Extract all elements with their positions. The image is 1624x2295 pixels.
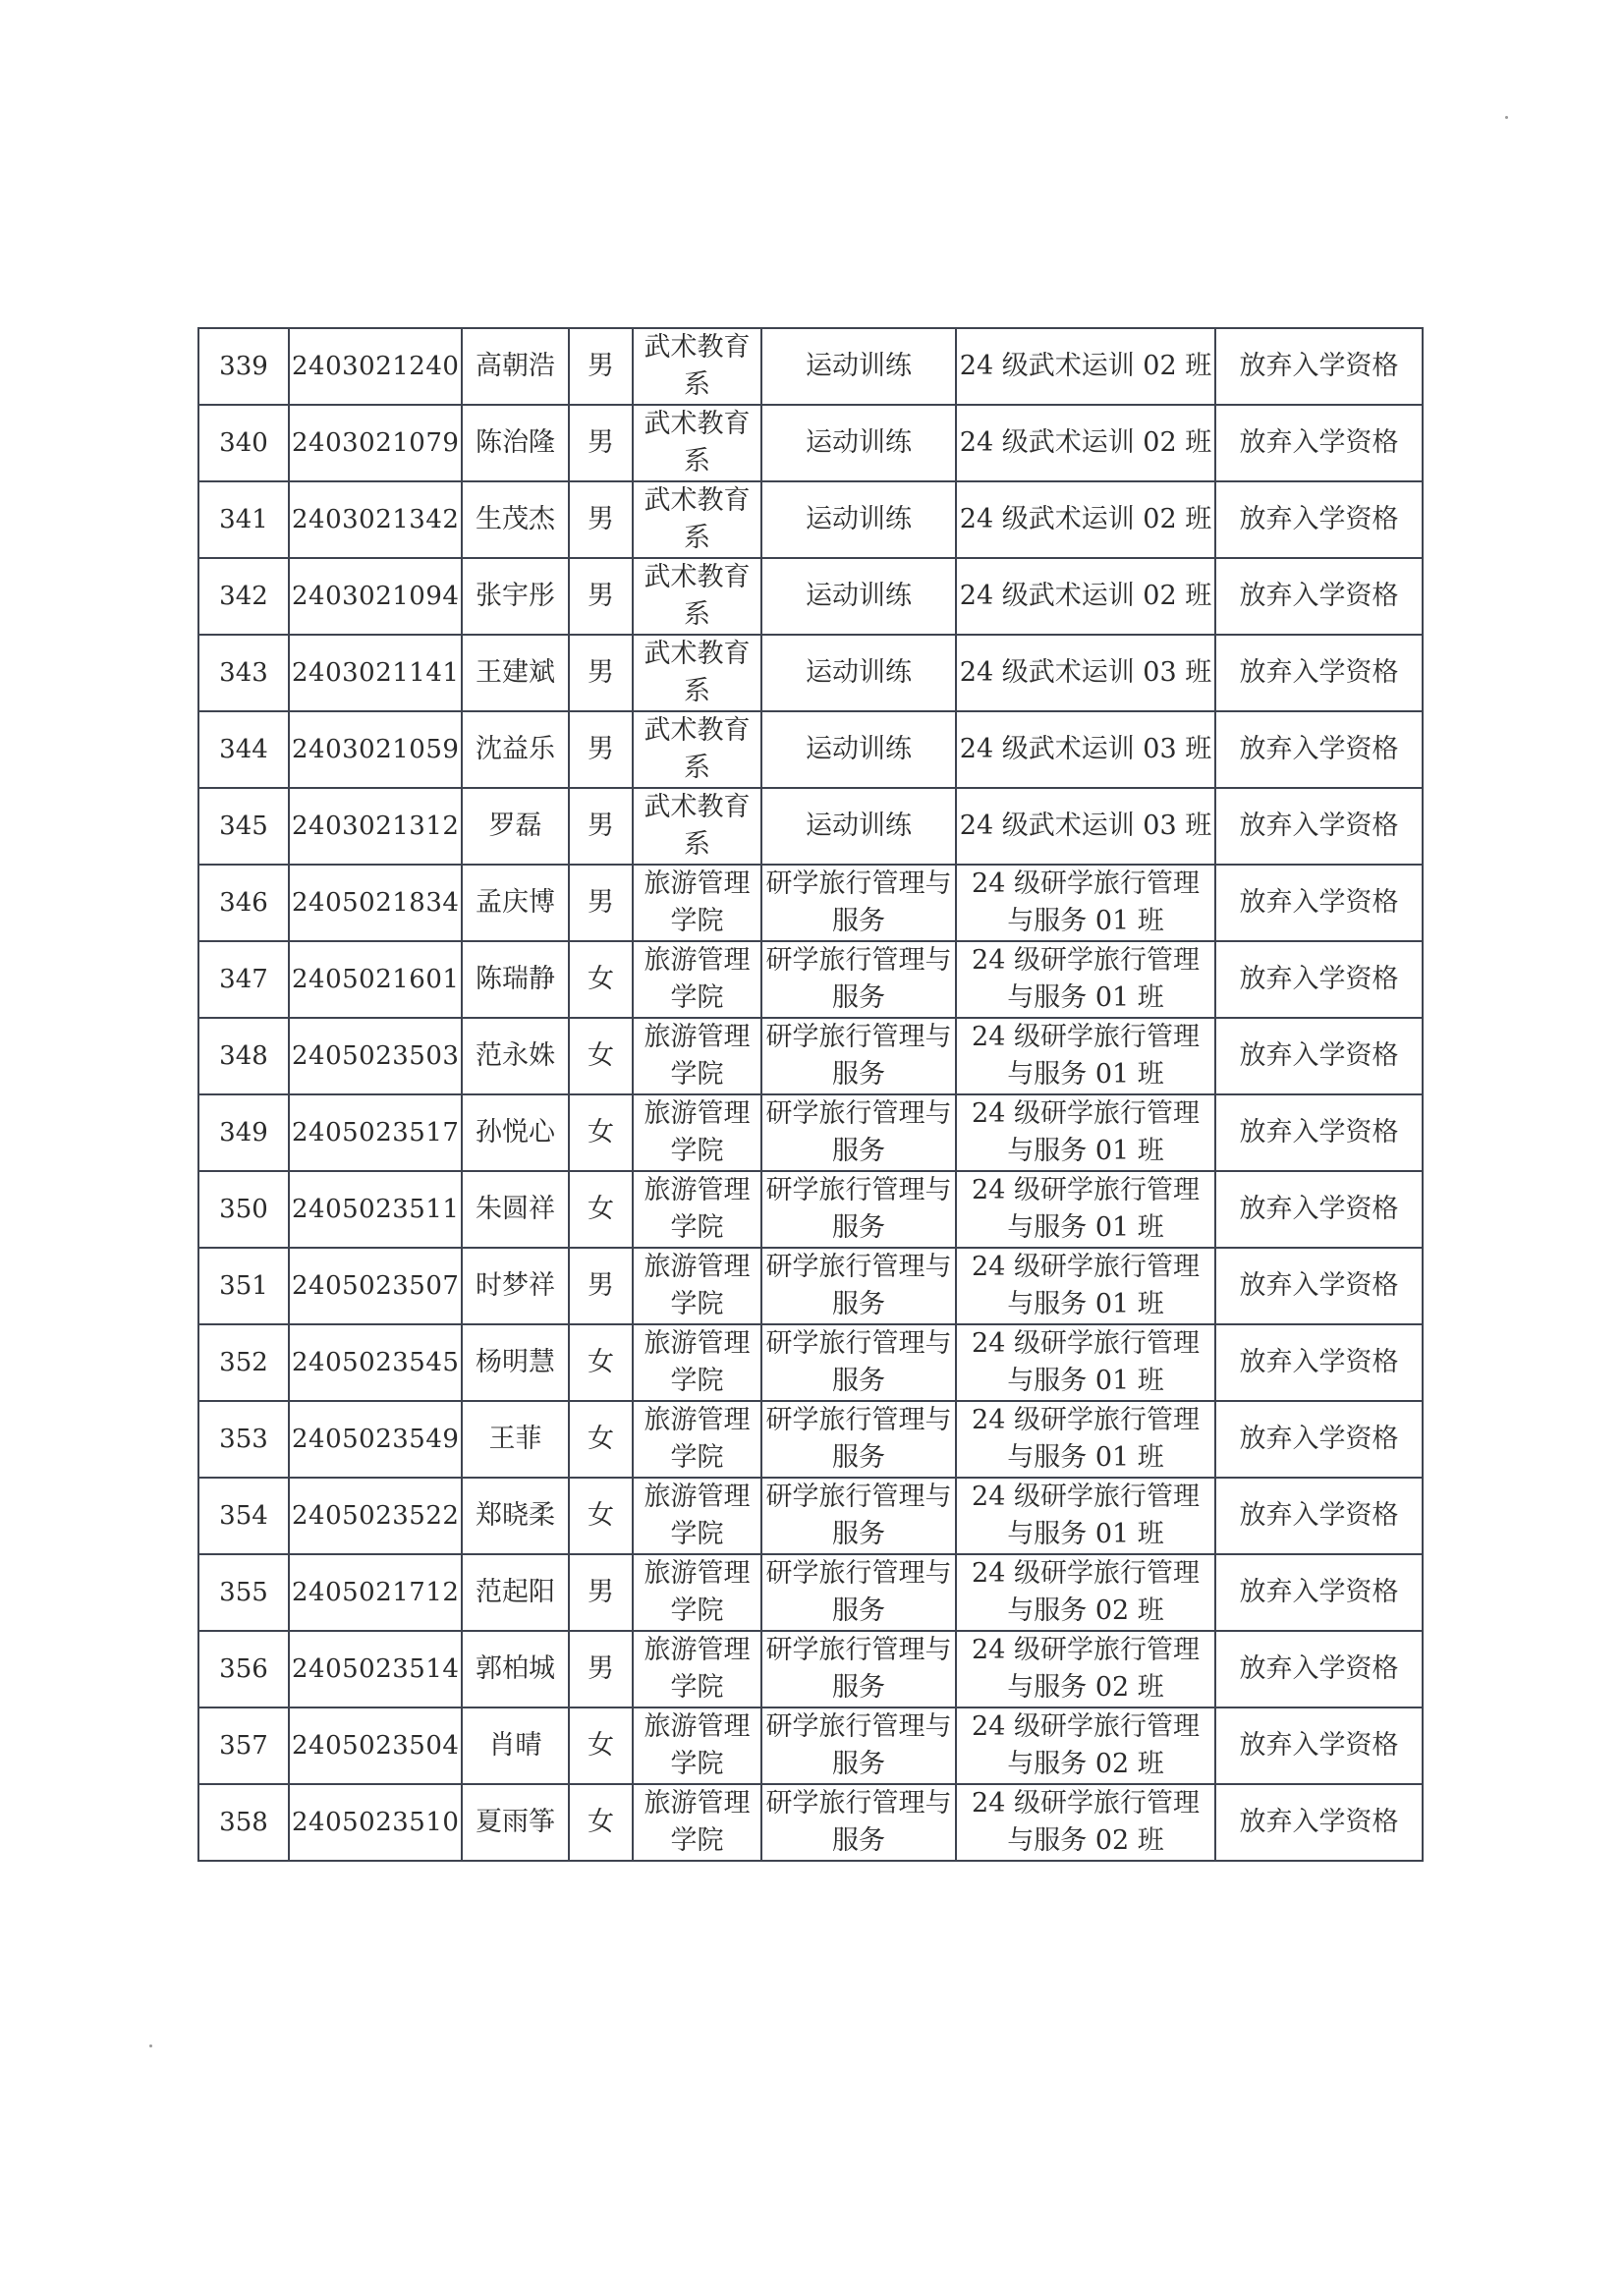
cell-student-id: 2405023510 — [289, 1784, 462, 1861]
cell-number: 339 — [198, 328, 289, 405]
cell-department: 旅游管理学院 — [633, 1401, 761, 1478]
cell-name: 沈益乐 — [462, 711, 569, 788]
cell-number: 349 — [198, 1094, 289, 1171]
cell-class: 24 级武术运训 02 班 — [956, 405, 1215, 481]
cell-department: 武术教育系 — [633, 328, 761, 405]
cell-name: 陈瑞静 — [462, 941, 569, 1018]
cell-number: 356 — [198, 1631, 289, 1707]
cell-status: 放弃入学资格 — [1215, 1401, 1423, 1478]
cell-major: 运动训练 — [761, 788, 956, 865]
cell-gender: 男 — [569, 481, 633, 558]
cell-student-id: 2405021834 — [289, 865, 462, 941]
cell-major: 运动训练 — [761, 481, 956, 558]
table-row — [198, 481, 1423, 558]
cell-class: 24 级研学旅行管理与服务 01 班 — [956, 1018, 1215, 1094]
cell-number: 352 — [198, 1324, 289, 1401]
cell-student-id: 2405021601 — [289, 941, 462, 1018]
cell-status: 放弃入学资格 — [1215, 1094, 1423, 1171]
table-row — [198, 558, 1423, 635]
table-row — [198, 1707, 1423, 1784]
cell-number: 357 — [198, 1707, 289, 1784]
cell-department: 旅游管理学院 — [633, 1018, 761, 1094]
scan-speck — [149, 2044, 152, 2047]
cell-student-id: 2403021342 — [289, 481, 462, 558]
cell-status: 放弃入学资格 — [1215, 1171, 1423, 1248]
cell-class: 24 级研学旅行管理与服务 01 班 — [956, 1324, 1215, 1401]
cell-class: 24 级武术运训 02 班 — [956, 328, 1215, 405]
cell-status: 放弃入学资格 — [1215, 1554, 1423, 1631]
table-row — [198, 1784, 1423, 1861]
cell-status: 放弃入学资格 — [1215, 788, 1423, 865]
cell-class: 24 级研学旅行管理与服务 01 班 — [956, 1171, 1215, 1248]
cell-gender: 女 — [569, 1171, 633, 1248]
cell-department: 武术教育系 — [633, 788, 761, 865]
cell-class: 24 级武术运训 03 班 — [956, 635, 1215, 711]
cell-name: 高朝浩 — [462, 328, 569, 405]
cell-name: 生茂杰 — [462, 481, 569, 558]
cell-class: 24 级研学旅行管理与服务 01 班 — [956, 1248, 1215, 1324]
cell-number: 344 — [198, 711, 289, 788]
cell-department: 武术教育系 — [633, 481, 761, 558]
cell-department: 武术教育系 — [633, 635, 761, 711]
cell-name: 孟庆博 — [462, 865, 569, 941]
cell-major: 研学旅行管理与服务 — [761, 1324, 956, 1401]
cell-gender: 女 — [569, 1784, 633, 1861]
cell-student-id: 2403021094 — [289, 558, 462, 635]
table-row — [198, 1018, 1423, 1094]
scan-speck — [1505, 116, 1508, 119]
cell-name: 郑晓柔 — [462, 1478, 569, 1554]
cell-major: 运动训练 — [761, 405, 956, 481]
cell-department: 旅游管理学院 — [633, 1171, 761, 1248]
cell-student-id: 2405023504 — [289, 1707, 462, 1784]
table-row — [198, 1478, 1423, 1554]
cell-major: 研学旅行管理与服务 — [761, 1401, 956, 1478]
cell-gender: 男 — [569, 1248, 633, 1324]
cell-number: 353 — [198, 1401, 289, 1478]
cell-name: 肖晴 — [462, 1707, 569, 1784]
cell-major: 运动训练 — [761, 635, 956, 711]
cell-status: 放弃入学资格 — [1215, 711, 1423, 788]
cell-number: 346 — [198, 865, 289, 941]
cell-major: 研学旅行管理与服务 — [761, 1554, 956, 1631]
cell-status: 放弃入学资格 — [1215, 1248, 1423, 1324]
cell-major: 研学旅行管理与服务 — [761, 1478, 956, 1554]
cell-student-id: 2405023507 — [289, 1248, 462, 1324]
cell-gender: 女 — [569, 1401, 633, 1478]
cell-department: 武术教育系 — [633, 558, 761, 635]
cell-name: 陈治隆 — [462, 405, 569, 481]
cell-name: 范永姝 — [462, 1018, 569, 1094]
cell-major: 研学旅行管理与服务 — [761, 1018, 956, 1094]
cell-student-id: 2405023545 — [289, 1324, 462, 1401]
cell-status: 放弃入学资格 — [1215, 1784, 1423, 1861]
cell-major: 研学旅行管理与服务 — [761, 865, 956, 941]
cell-status: 放弃入学资格 — [1215, 1324, 1423, 1401]
cell-department: 旅游管理学院 — [633, 1094, 761, 1171]
cell-name: 孙悦心 — [462, 1094, 569, 1171]
cell-gender: 男 — [569, 865, 633, 941]
cell-status: 放弃入学资格 — [1215, 328, 1423, 405]
cell-name: 时梦祥 — [462, 1248, 569, 1324]
cell-number: 354 — [198, 1478, 289, 1554]
cell-number: 355 — [198, 1554, 289, 1631]
cell-number: 350 — [198, 1171, 289, 1248]
cell-major: 研学旅行管理与服务 — [761, 1707, 956, 1784]
cell-number: 345 — [198, 788, 289, 865]
cell-department: 武术教育系 — [633, 405, 761, 481]
cell-gender: 女 — [569, 941, 633, 1018]
table-row — [198, 1631, 1423, 1707]
cell-status: 放弃入学资格 — [1215, 405, 1423, 481]
table-row — [198, 1554, 1423, 1631]
cell-number: 351 — [198, 1248, 289, 1324]
cell-student-id: 2403021059 — [289, 711, 462, 788]
cell-status: 放弃入学资格 — [1215, 865, 1423, 941]
cell-number: 342 — [198, 558, 289, 635]
cell-status: 放弃入学资格 — [1215, 1018, 1423, 1094]
cell-major: 研学旅行管理与服务 — [761, 1784, 956, 1861]
cell-name: 罗磊 — [462, 788, 569, 865]
cell-class: 24 级研学旅行管理与服务 02 班 — [956, 1554, 1215, 1631]
cell-student-id: 2403021079 — [289, 405, 462, 481]
cell-gender: 女 — [569, 1478, 633, 1554]
cell-major: 研学旅行管理与服务 — [761, 1248, 956, 1324]
cell-student-id: 2405023522 — [289, 1478, 462, 1554]
cell-class: 24 级武术运训 02 班 — [956, 481, 1215, 558]
cell-department: 旅游管理学院 — [633, 1554, 761, 1631]
cell-class: 24 级研学旅行管理与服务 02 班 — [956, 1707, 1215, 1784]
cell-gender: 男 — [569, 711, 633, 788]
cell-department: 旅游管理学院 — [633, 1707, 761, 1784]
cell-class: 24 级武术运训 03 班 — [956, 711, 1215, 788]
cell-number: 358 — [198, 1784, 289, 1861]
cell-name: 杨明慧 — [462, 1324, 569, 1401]
table-row — [198, 635, 1423, 711]
cell-class: 24 级研学旅行管理与服务 02 班 — [956, 1784, 1215, 1861]
cell-number: 343 — [198, 635, 289, 711]
cell-major: 研学旅行管理与服务 — [761, 1631, 956, 1707]
cell-department: 旅游管理学院 — [633, 1324, 761, 1401]
cell-class: 24 级武术运训 03 班 — [956, 788, 1215, 865]
cell-name: 王菲 — [462, 1401, 569, 1478]
cell-class: 24 级武术运训 02 班 — [956, 558, 1215, 635]
cell-name: 朱圆祥 — [462, 1171, 569, 1248]
cell-student-id: 2403021141 — [289, 635, 462, 711]
table-row — [198, 1248, 1423, 1324]
cell-major: 运动训练 — [761, 558, 956, 635]
cell-number: 347 — [198, 941, 289, 1018]
student-roster-table — [197, 327, 1424, 1862]
cell-gender: 男 — [569, 1554, 633, 1631]
table-row — [198, 1171, 1423, 1248]
cell-major: 运动训练 — [761, 711, 956, 788]
cell-student-id: 2405023517 — [289, 1094, 462, 1171]
cell-status: 放弃入学资格 — [1215, 558, 1423, 635]
cell-department: 旅游管理学院 — [633, 1478, 761, 1554]
table-row — [198, 405, 1423, 481]
cell-student-id: 2405023503 — [289, 1018, 462, 1094]
cell-department: 旅游管理学院 — [633, 941, 761, 1018]
cell-class: 24 级研学旅行管理与服务 01 班 — [956, 865, 1215, 941]
cell-name: 张宇彤 — [462, 558, 569, 635]
cell-status: 放弃入学资格 — [1215, 481, 1423, 558]
cell-status: 放弃入学资格 — [1215, 635, 1423, 711]
cell-class: 24 级研学旅行管理与服务 01 班 — [956, 1401, 1215, 1478]
cell-status: 放弃入学资格 — [1215, 1631, 1423, 1707]
roster-body — [198, 328, 1423, 1861]
cell-class: 24 级研学旅行管理与服务 01 班 — [956, 941, 1215, 1018]
cell-student-id: 2405023514 — [289, 1631, 462, 1707]
cell-class: 24 级研学旅行管理与服务 02 班 — [956, 1631, 1215, 1707]
cell-number: 341 — [198, 481, 289, 558]
cell-status: 放弃入学资格 — [1215, 941, 1423, 1018]
table-row — [198, 865, 1423, 941]
cell-class: 24 级研学旅行管理与服务 01 班 — [956, 1094, 1215, 1171]
table-row — [198, 1401, 1423, 1478]
cell-student-id: 2405023511 — [289, 1171, 462, 1248]
cell-gender: 男 — [569, 788, 633, 865]
cell-gender: 女 — [569, 1707, 633, 1784]
cell-name: 夏雨筝 — [462, 1784, 569, 1861]
cell-department: 旅游管理学院 — [633, 865, 761, 941]
table-row — [198, 1324, 1423, 1401]
cell-department: 旅游管理学院 — [633, 1248, 761, 1324]
cell-number: 348 — [198, 1018, 289, 1094]
cell-student-id: 2405023549 — [289, 1401, 462, 1478]
cell-status: 放弃入学资格 — [1215, 1707, 1423, 1784]
cell-gender: 男 — [569, 1631, 633, 1707]
cell-gender: 女 — [569, 1018, 633, 1094]
cell-student-id: 2405021712 — [289, 1554, 462, 1631]
cell-gender: 男 — [569, 328, 633, 405]
cell-student-id: 2403021240 — [289, 328, 462, 405]
cell-name: 郭柏城 — [462, 1631, 569, 1707]
cell-name: 范起阳 — [462, 1554, 569, 1631]
cell-major: 研学旅行管理与服务 — [761, 941, 956, 1018]
table-row — [198, 1094, 1423, 1171]
cell-department: 旅游管理学院 — [633, 1631, 761, 1707]
cell-department: 旅游管理学院 — [633, 1784, 761, 1861]
cell-major: 研学旅行管理与服务 — [761, 1094, 956, 1171]
cell-gender: 女 — [569, 1094, 633, 1171]
cell-major: 研学旅行管理与服务 — [761, 1171, 956, 1248]
table-row — [198, 711, 1423, 788]
cell-gender: 女 — [569, 1324, 633, 1401]
cell-status: 放弃入学资格 — [1215, 1478, 1423, 1554]
table-row — [198, 941, 1423, 1018]
cell-name: 王建斌 — [462, 635, 569, 711]
cell-student-id: 2403021312 — [289, 788, 462, 865]
cell-major: 运动训练 — [761, 328, 956, 405]
cell-gender: 男 — [569, 405, 633, 481]
cell-gender: 男 — [569, 558, 633, 635]
table-row — [198, 788, 1423, 865]
cell-number: 340 — [198, 405, 289, 481]
cell-department: 武术教育系 — [633, 711, 761, 788]
cell-gender: 男 — [569, 635, 633, 711]
cell-class: 24 级研学旅行管理与服务 01 班 — [956, 1478, 1215, 1554]
table-row — [198, 328, 1423, 405]
